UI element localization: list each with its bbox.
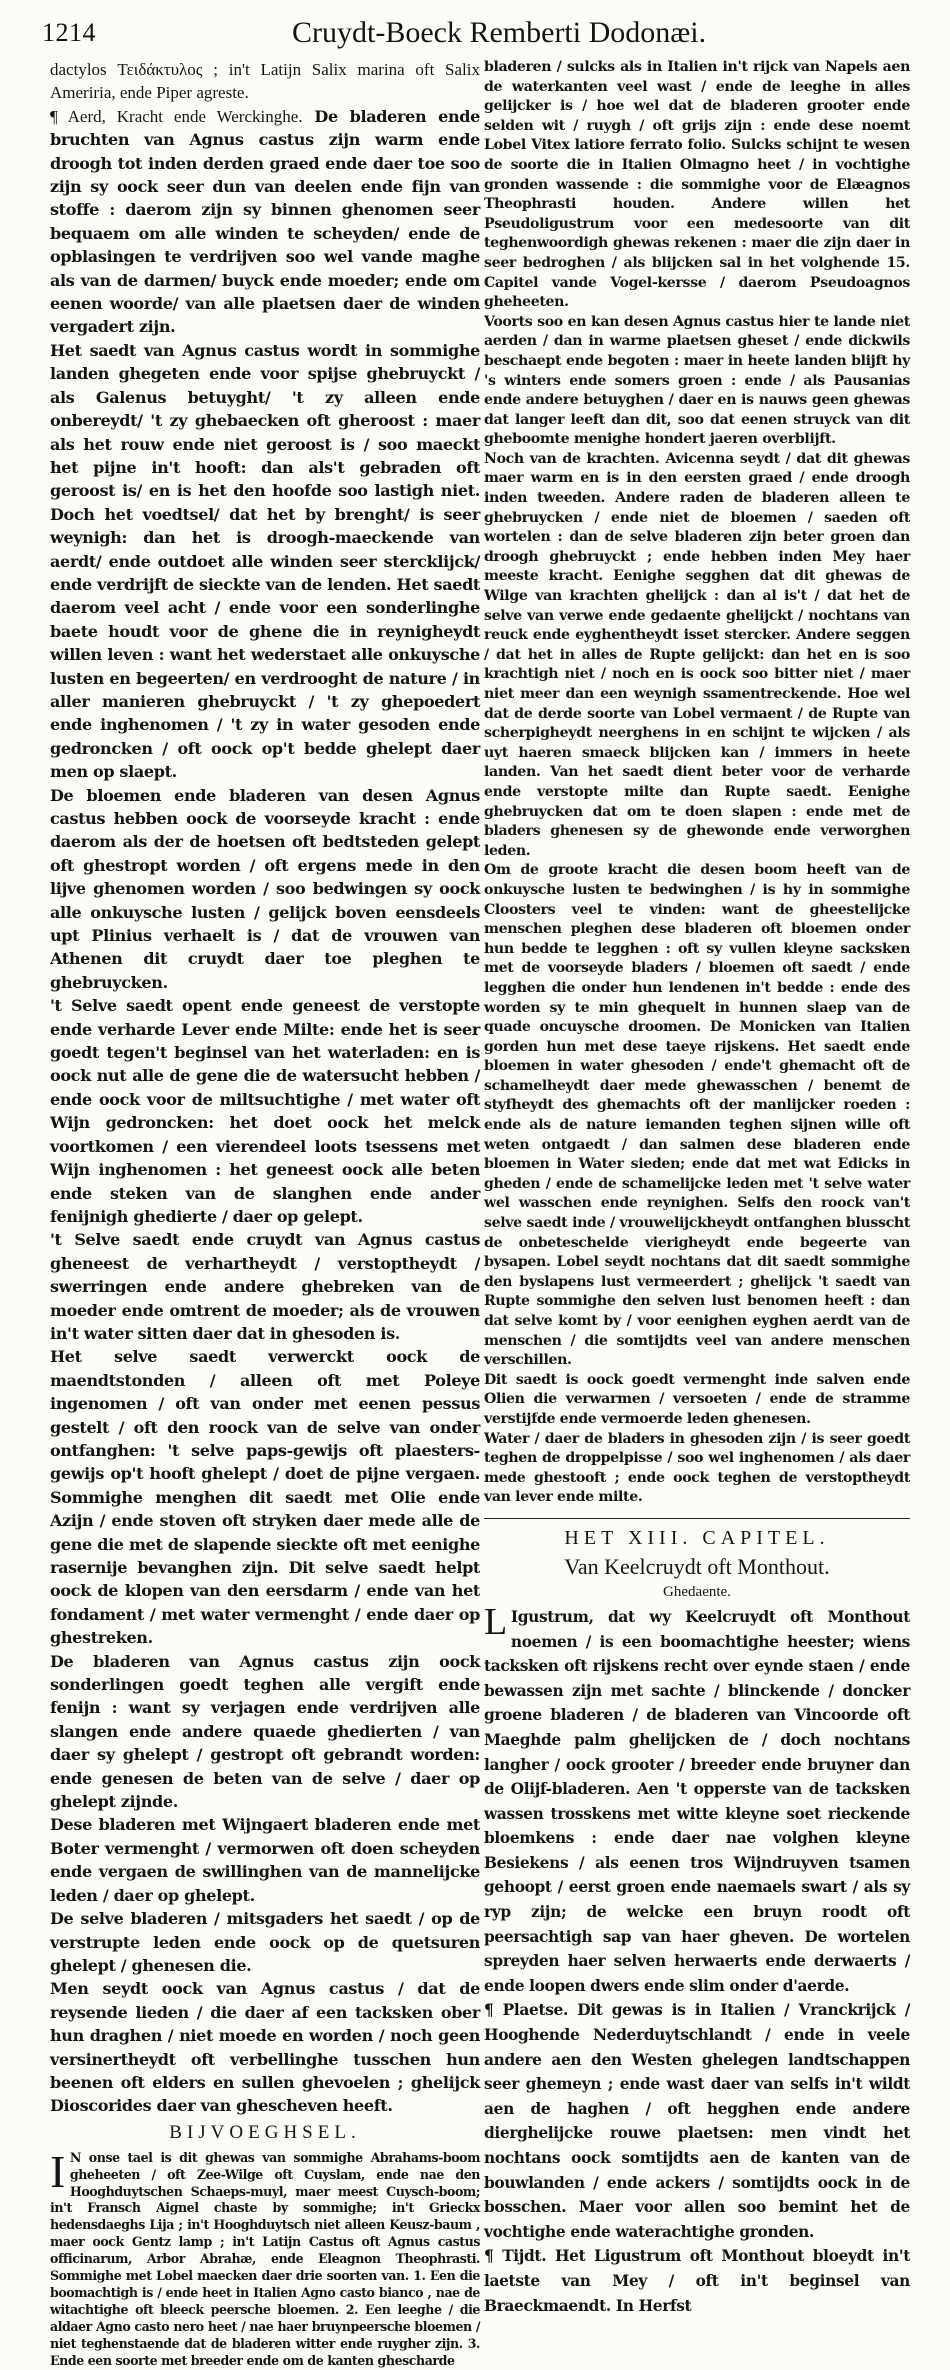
paragraph: ¶ Aerd, Kracht ende Werckinghe. De bladeren ende bruchten van Agnus castus zijn warm ende droogh tot inden derden graed ende daer toe soo zijn sy oock seer dun van deelen ende fijn van stoffe : daerom zijn sy binnen ghenomen seer bequaem om alle winden te scheyden/ ende de opblasingen te verdrijven soo wel vande maghe als van de darmen/ buyck ende moeder; ende om eenen woorde/ van alle plaetsen daer de winden vergadert zijn. bbox=[50, 106, 480, 337]
paragraph: Dese bladeren met Wijngaert bladeren ende met Boter vermenght / vermorwen oft doen scheyden ende vergaen de swillinghen van de mannelijcke leden / daer op ghelept. bbox=[50, 1815, 480, 1905]
paragraph: bladeren / sulcks als in Italien in't rijck van Napels aen de waterkanten veel wast / ende de leeghe in alles gelijcker is / hoe wel dat de bladeren grooter ende selden wit / ruygh / oft grijs zijn : ende dese noemt Lobel Vitex latiore ferrato folio. Sulcks schijnt te wesen de soorte die in Italien Olmagno heet / in vochtighe gronden wassende : die sommighe voor de Elæagnos Theophrasti houden. Andere willen het Pseudoligustrum voor een medesoorte van dit teghenwoordigh ghewas rekenen : maer die zijn daer in seer bedroghen / als blijcken sal in het volghende 15. Capitel vande Vogel-kersse / daerom Pseudoagnos gheheeten. bbox=[484, 59, 910, 311]
section-divider bbox=[484, 1518, 910, 1519]
right-column bbox=[484, 58, 910, 2318]
paragraph: 't Selve saedt ende cruydt van Agnus castus gheneest de verhartheydt / verstoptheydt / swerringen ende andere ghebreken van de moeder ende omtrent de moeder; als de vrouwen in't water sitten daer dat in ghesoden is. bbox=[50, 1230, 480, 1343]
chapter-body bbox=[484, 1600, 910, 2318]
page-number: 1214 bbox=[42, 18, 96, 47]
paragraph: De bladeren van Agnus castus zijn oock sonderlingen goedt teghen alle vergift ende fenijn : want sy verjagen ende verdrijven alle slangen ende andere quaede ghedierten / van daer sy ghelept / gestropt oft gebrandt worden: ende genesen de beten van de selve / daer op ghelept zijnde. bbox=[50, 1651, 480, 1812]
left-column bbox=[50, 58, 480, 2370]
paragraph: 't Selve saedt opent ende geneest de verstopte ende verharde Lever ende Milte: ende het is seer goedt tegen't beginsel van het waterladen: en is oock nut alle de gene die de watersucht hebben / ende oock voor de miltsuchtighe / met water oft Wijn gedroncken: het doet oock het melck voortkomen / een vierendeel loots tsessens met Wijn inghenomen : het geneest oock alle beten ende steken van de slanghen ende ander fenijnigh ghedierte / daer op gelept. bbox=[50, 996, 480, 1226]
paragraph: dactylos Τειδάκτυλος ; in't Latijn Salix marina oft Salix Ameriria, ende Piper agreste. bbox=[50, 60, 480, 103]
paragraph: Om de groote kracht die desen boom heeft van de onkuysche lusten te bedwinghen / is hy in sommighe Cloosters veel te vinden: want de gheestelijcke menschen pleghen dese bladeren oft bloemen onder hun bedde te legghen : oft sy vullen kleyne sacksken met de voorseyde bladers / bloemen oft saedt / ende legghen die onder hun lendenen in't bedde : ende des worden sy te min ghequelt in hunnen slaep van de quade oncuysche droomen. De Monicken van Italien gorden hun met dese taeye rijskens. Het saedt ende bloemen in water ghesoden / ende't ghemacht oft de schamelheydt daer mede ghewasschen / benemt de styfheydt des ghemachts oft der manlijcker roeden : ende als de nature iemanden teghen sijnen wille oft weten ontgaedt / dan salmen dese bladeren ende bloemen in Water sieden; ende dat met wat Edicks in gheden / ende de schamelijcke leden met 't selve water wel wasschen ende reynighen. Selfs den roock van't selve saedt inde / vrouwelijckheydt ontfanghen blusscht de onbeteschelde vierigheydt ende begeerte van bysapen. Lobel seydt nochtans dat dit saedt sommighe den byslapens lust vermeerdert ; ghelijck 't saedt van Rupte sommighe den selven lust benomen heeft : dan dat selve komt by / voor eenighen eyghen aerdt van de menschen / die somtijdts veel van andere menschen verschillen. bbox=[484, 862, 910, 1369]
paragraph: De bloemen ende bladeren van desen Agnus castus hebben oock de voorseyde kracht : ende daerom als der de hoetsen oft bedtsteden gelept oft ghestropt worden / oft ergens mede in den lijve ghenomen worden / soo bedwingen sy oock alle onkuysche lusten / gelijck boven eensdeels upt Plinius verhaelt is / dat de vrouwen van Athenen dit cruydt daer toe pleghen te ghebruycken. bbox=[50, 785, 480, 992]
paragraph: Water / daer de bladers in ghesoden zijn / is seer goedt teghen de droppelpisse / soo wel inghenomen / als daer mede ghestooft ; ende oock teghen de verstoptheydt van lever ende milte. bbox=[484, 1430, 910, 1506]
paragraph: Men seydt oock van Agnus castus / dat de reysende lieden / die daer af een tacksken ober hun draghen / niet moede en worden / noch geen versinertheydt oft verbellinghe tusschen hun beenen oft elders en sullen ghevoelen ; ghelijck Dioscorides daer van ghescheven heeft. bbox=[50, 1979, 480, 2116]
drop-cap-l: L bbox=[484, 1600, 507, 1643]
paragraph: Noch van de krachten. Avicenna seydt / dat dit ghewas maer warm en is in den eersten graed / ende droogh inden tweeden. Andere raden de bladeren alleen te ghebruycken / ende niet de bloemen / saeden oft wortelen : dan de selve bladeren zijn beter groen dan droogh ghebruyckt ; ende hebben inden Mey haer meeste kracht. Eenighe segghen dat dit ghewas de Wilge van krachten ghelijck : dan al is't / dat het de selve van verwe ende gedaente ghelijckt / nochtans van reuck ende eyghentheydt isset stercker. Andere seggen / dat het in alles de Rupte gelijckt: dan het en is soo krachtigh niet / noch en is oock soo bitter niet / maer niet meer dan een weynigh ssamentreckende. Hoe wel dat de derde soorte van Lobel vermaent / de Rupte van scherpigheydt neerghens in en schijnt te wijcken / als uyt haeren smaeck blijcken kan / immers in heete landen. Van het saedt dient beter voor de verharde ende verstopte milte dan Rupte saedt. Eenighe ghebruycken dat om te doen slapen : ende met de bladers ghenesen sy de ghewonde ende verworghen leden. bbox=[484, 450, 910, 859]
paragraph: ¶ Tijdt. Het Ligustrum oft Monthout bloeydt in't laetste van Mey / oft in't beginsel van Braeckmaendt. In Herfst bbox=[484, 2247, 910, 2315]
paragraph: Het selve saedt verwerckt oock de maendtstonden / alleen oft met Poleye ingenomen / oft van onder met eenen pessus gestelt / oft den roock van de selve van onder ontfanghen: 't selve paps-gewijs oft plaesters-gewijs op't hooft ghelept / doet de pijne vergaen. Sommighe menghen dit saedt met Olie ende Azijn / ende stoven oft stryken daer mede alle de gene die met de slapende sieckte oft met eenighe rasernije bevanghen zijn. Dit selve saedt helpt oock de klopen van den eersdarm / ende van het fondament / met water vermenght / ende daer op ghestreken. bbox=[50, 1347, 480, 1648]
chapter-heading: HET XIII. CAPITEL. bbox=[564, 1526, 830, 1549]
paragraph: ¶ Plaetse. Dit gewas is in Italien / Vranckrijck / Hooghende Nederduytschlandt / ende in veele andere aen den Westen ghelegen landtschappen seer ghemeyn ; ende wast daer van selfs in't wildt aen de haghen / oft hegghen ende andere dierghelijcke rouwe plaetsen: men vindt het nochtans oock somtijdts aen de kanten van de bouwlanden / ende ackers / somtijdts oock in de bosschen. Maer voor allen soo bemint het de vochtighe ende waterachtighe gronden. bbox=[484, 2001, 910, 2241]
drop-cap-i: I bbox=[50, 2145, 65, 2197]
paragraph: Dit saedt is oock goedt vermenght inde salven ende Olien die verwarmen / versoeten / ende de stramme verstijfde ende vermoerde leden ghenesen. bbox=[484, 1371, 910, 1427]
paragraph: L Igustrum, dat wy Keelcruydt oft Monthout noemen / is een boomachtighe heester; wiens tacksken oft rijskens recht over eynde staen / ende bewassen zijn met sachte / blinckende / doncker groene bladeren / de bladeren van Vincoorde oft Maeghde palm ghelijcken de / doch nochtans langher / oock grooter / breeder ende bruyner dan de Olijf-bladeren. Aen 't opperste van de tacksken wassen trosskens met witte kleyne soet rieckende bloemkens : ende daer nae volghen kleyne Besiekens / als eenen tros Wijndruyven tsamen gehoopt / eerst groen ende naemaels swart / als sy ryp zijn; de welcke een bruyn roodt oft peersachtigh sap van haer gheven. De wortelen spreyden haer selven herwaerts ende derwaerts / ende loopen dwers ende slim onder d'aerde. bbox=[484, 1600, 910, 1995]
chapter-title: Van Keelcruydt oft Monthout. bbox=[564, 1553, 830, 1579]
section-subheading: Ghedaente. bbox=[663, 1583, 731, 1600]
running-title: Cruydt-Boeck Remberti Dodonæi. bbox=[292, 16, 707, 49]
paragraph: Voorts soo en kan desen Agnus castus hier te lande niet aerden / dan in warme plaetsen gheset / ende dickwils beschaept ende begoten : maer in heete landen blijft hy 's winters ende somers groen : ende / als Pausanias ende andere betuyghen / daer en is nauws geen ghewas dat langer leeft dan dit, soo dat eenen struyck van dit gheboomte menighe hondert jaeren overblijft. bbox=[484, 313, 910, 448]
catchword: Herfst bbox=[638, 2296, 692, 2315]
bijvoeghsel-paragraph: I N onse tael is dit ghewas van sommighe Abrahams-boom gheheeten / oft Zee-Wilge oft Cuyslam, ende nae den Hooghduytschen Schaeps-muyl, maer meest Cuysch-boom; in't Fransch Aignel chaste by sommighe; in't Grieckx hedensdaeghs Lija ; in't Hooghduytsch niet alleen Keusz-baum , maer oock Gentz lamp ; in't Latijn Castus oft Agnus castus officinarum, Arbor Abrahæ, ende Eleagnon Theophrasti. Sommighe met Lobel maecken daer drie soorten van. 1. Een die boomachtigh is / ende heet in Italien Agno casto bianco , nae de witachtighe oft bleeck peersche bloemen. 2. Een leeghe / die aldaer Agno casto nero heet / nae haer bruynpeersche bloemen / niet teghenstaende dat de bladeren witter ende ruygher zijn. 3. Ende een soorte met breeder ende om de kanten ghescharde bbox=[50, 2145, 480, 2368]
bijvoeghsel-heading: BIJVOEGHSEL. bbox=[169, 2121, 361, 2143]
paragraph: De selve bladeren / mitsgaders het saedt / op de verstrupte leden ende oock op de quetsuren ghelept / ghenesen die. bbox=[50, 1909, 480, 1975]
paragraph: Het saedt van Agnus castus wordt in sommighe landen ghegeten ende voor spijse ghebruyckt / als Galenus betuyght/ 't zy alleen ende onbereydt/ 't zy ghebaecken oft gheroost : maer als het rouw ende niet geroost is / soo maeckt het pijne in't hooft: dan als't gebraden oft geroost is/ en is het den hoofde soo lastigh niet. Doch het voedtsel/ dat het by brenght/ is seer weynigh: dan het is droogh-maeckende van aerdt/ ende outdoet alle winden seer stercklijck/ ende verdrijft de sieckte van de lenden. Het saedt daerom veel acht / ende voor een sonderlinghe baete houdt voor de ghene die in reynigheydt willen leven : want het wederstaet alle onkuysche lusten en begeerten/ en verdrooght de nature / in aller manieren ghebruyckt / 't zy ghepoedert ende inghenomen / 't zy in water gesoden ende gedroncken / oft oock op't bedde ghelept daer men op slaept. bbox=[50, 340, 480, 782]
